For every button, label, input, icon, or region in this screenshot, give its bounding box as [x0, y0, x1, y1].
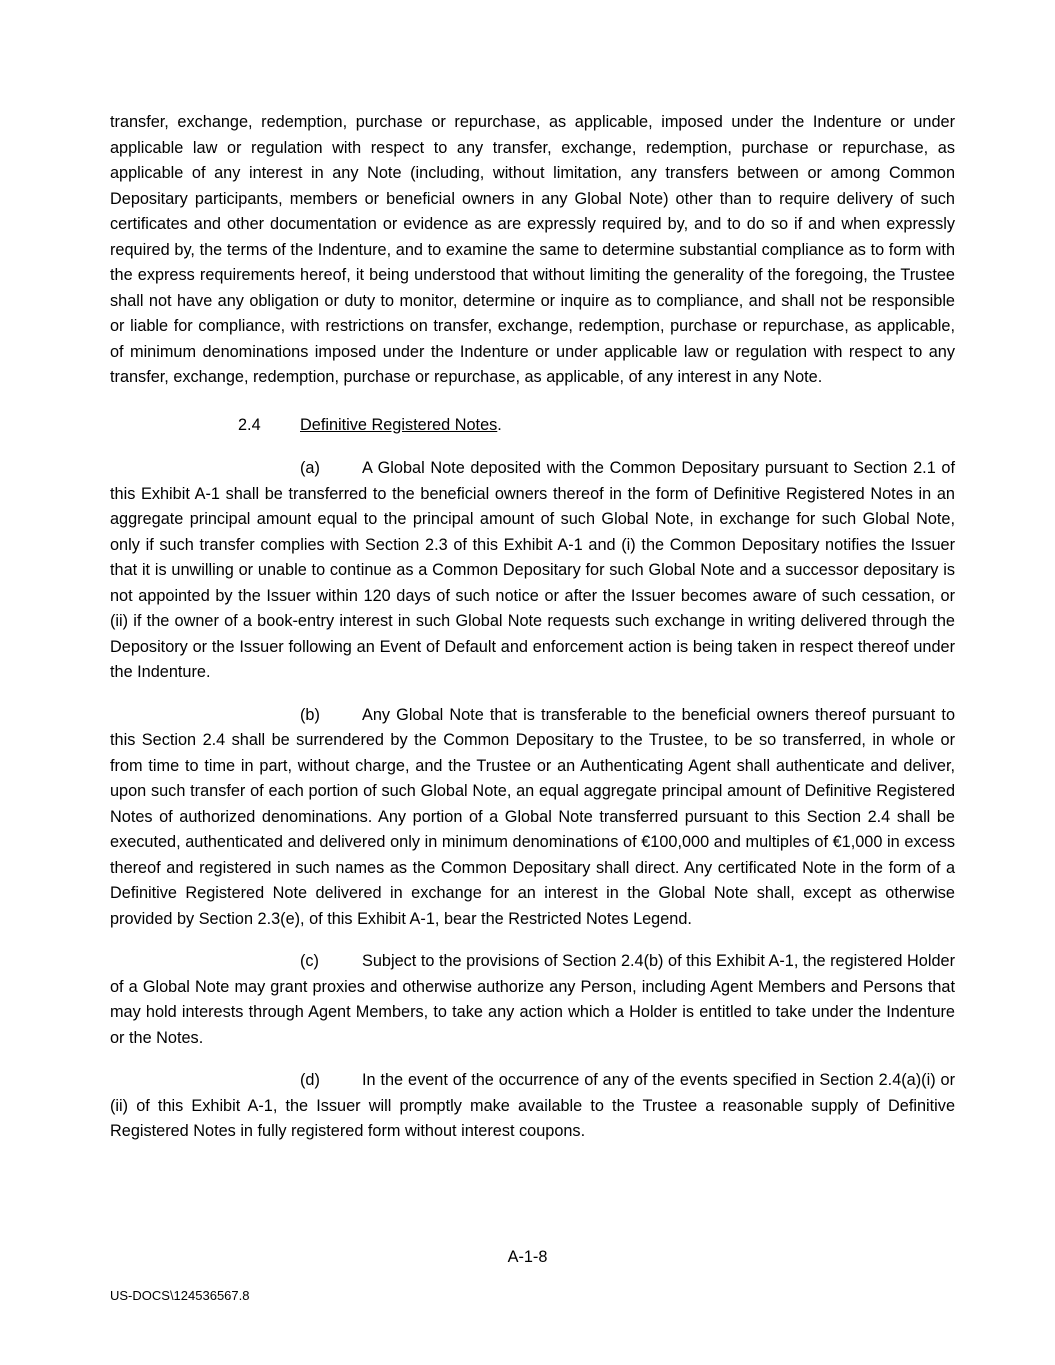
page-number: A-1-8: [507, 1248, 548, 1266]
section-title: Definitive Registered Notes: [300, 415, 498, 434]
subsection-d-label: (d): [300, 1071, 320, 1089]
subsection-d-text: In the event of the occurrence of any of the events specified in Section 2.4(a)(i) or (ii) of this Exhibit A-1, the Issuer will promptly make available to the Trustee a reasonable supply of Definitive Registered Notes in fully registered form without interest coupons.: [110, 1071, 955, 1140]
subsection-b-label: (b): [300, 705, 320, 724]
subsection-d: [110, 1068, 955, 1145]
subsection-c-text: Subject to the provisions of Section 2.4(b) of this Exhibit A-1, the registered Holder of a Global Note may grant proxies and otherwise authorize any Person, including Agent Members and Persons that may hold interests through Agent Members, to take any action which a Holder is entitled to take under the Indenture or the Notes.: [110, 952, 955, 1047]
footer-document-id: US-DOCS\124536567.8: [110, 1288, 250, 1303]
subsection-c-label: (c): [300, 952, 319, 970]
section-title-suffix: .: [497, 415, 502, 434]
subsection-c: [110, 949, 955, 1051]
subsection-b-text: Any Global Note that is transferable to the beneficial owners thereof pursuant to this Section 2.4 shall be surrendered by the Common Depositary to the Trustee, to be so transferred, in whole or from time to time in part, without charge, and the Trustee or an Authenticating Agent shall authenticate and deliver, upon such transfer of each portion of such Global Note, an equal aggregate principal amount of Definitive Registered Notes of authorized denominations. Any portion of a Global Note transferred pursuant to this Section 2.4 shall be executed, authenticated and delivered only in minimum denominations of €100,000 and multiples of €1,000 in excess thereof and registered in such names as the Common Depositary shall direct. Any certificated Note in the form of a Definitive Registered Note delivered in exchange for an interest in the Global Note shall, except as otherwise provided by Section 2.3(e), of this Exhibit A-1, bear the Restricted Notes Legend.: [110, 705, 955, 928]
subsection-a-text: A Global Note deposited with the Common Depositary pursuant to Section 2.1 of this Exhibit A-1 shall be transferred to the beneficial owners thereof in the form of Definitive Registered Notes in an aggregate principal amount equal to the principal amount of such Global Note, in exchange for such Global Note, only if such transfer complies with Section 2.3 of this Exhibit A-1 and (i) the Common Depositary notifies the Issuer that it is unwilling or unable to continue as a Common Depositary for such Global Note and a successor depositary is not appointed by the Issuer within 120 days of such notice or after the Issuer becomes aware of such cessation, or (ii) if the owner of a book-entry interest in such Global Note requests such exchange in writing delivered through the Depository or the Issuer following an Event of Default and enforcement action is being taken in respect thereof under the Indenture.: [110, 459, 955, 681]
subsection-b: [110, 703, 955, 933]
subsection-a-label: (a): [300, 459, 320, 477]
paragraph-continued: transfer, exchange, redemption, purchase or repurchase, as applicable, imposed under the Indenture or under applicable law or regulation with respect to any transfer, exchange, redemption, purchase or repurchase, as applicable of any interest in any Note (including, without limitation, any transfers between or among Common Depositary participants, members or beneficial owners in any Global Note) other than to require delivery of such certificates and other documentation or evidence as are expressly required by, and to do so if and when expressly required by, the terms of the Indenture, and to examine the same to determine substantial compliance as to form with the express requirements hereof, it being understood that without limiting the generality of the foregoing, the Trustee shall not have any obligation or duty to monitor, determine or inquire as to compliance, and shall not be responsible or liable for compliance, with restrictions on transfer, exchange, redemption, purchase or repurchase, as applicable, of minimum denominations imposed under the Indenture or under applicable law or regulation with respect to any transfer, exchange, redemption, purchase or repurchase, as applicable, of any interest in any Note.: [110, 113, 955, 386]
section-number: 2.4: [238, 415, 261, 434]
section-heading: [110, 413, 955, 439]
subsection-a: [110, 456, 955, 686]
